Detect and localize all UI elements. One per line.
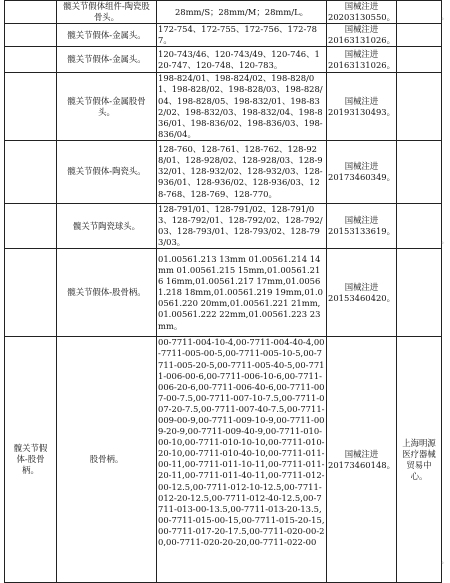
cert-cell: 国械注进 20163131026。 [328,24,395,46]
category-cell [5,1,57,24]
spec-cell: 172-754、172-755、172-756、172-787。 [157,24,327,47]
spec-cell: 128-791/01、128-791/02、128-791/03、128-792/01、128-792/02、128-792/03、128-793/01、128-793/02、128-793/03。 [157,203,327,248]
cert-cell: 国械注进 20173460349。 [327,140,397,203]
margin-mark: 。 [441,557,448,565]
table-row [5,203,442,248]
cert-cell: 国械注进 20153133619。 [327,203,397,248]
product-name-cell: 股骨柄。 [57,337,157,583]
cert-cell: 国械注进 20203130550。 [328,1,395,23]
category-cell [5,73,57,141]
category-cell [5,47,57,73]
table-row [5,249,442,337]
vendor-cell [397,203,442,248]
category-cell [5,140,57,203]
group-category-cell: 髋关节假体-股骨柄。 [5,337,57,583]
spec-cell: 28mm/S；28mm/M；28mm/L。 [157,1,327,24]
cert-cell: 国械注进 20173460148。 [327,337,397,583]
product-name-cell: 髋关节陶瓷球头。 [57,203,157,248]
table-row [5,337,442,583]
spec-cell: 120-743/46、120-743/49、120-746、120-747、120-748、120-783。 [157,47,327,73]
margin-mark: 。 [441,13,448,21]
spec-cell: 00-7711-004-10-4,00-7711-004-40-4,00-7711-005-00-5,00-7711-005-10-5,00-7711-005-20-5,00-7711-005-40-5,00-7711-006-00-6,00-7711-006-10-6,00-7711-006-20-6,00-7711-006-40-6,00-7711-007-00-7.5,00-7711-007-10-7.5,00-7711-007-20-7.5,00-7711-007-40-7.5,00-7711-009-00-9,00-7711-009-10-9,00-7711-009-20-9,00-7711-009-40-9,00-7711-010-00-10,00-7711-010-10-10,00-7711-010-20-10,00-7711-010-40-10,00-7711-011-00-11,00-7711-011-10-11,00-7711-011-20-11,00-7711-011-40-11,00-7711-012-00-12.5,00-7711-012-10-12.5,00-7711-012-20-12.5,00-7711-012-40-12.5,00-7711-013-00-13.5,00-7711-013-20-13.5,00-7711-015-00-15,00-7711-015-20-15,00-7711-017-20-17.5,00-7711-020-00-20,00-7711-020-20-20,00-7711-022-00 [157,337,327,583]
cert-cell: 国械注进 20153460420。 [327,249,397,337]
table-row [5,47,442,73]
category-cell [5,249,57,337]
product-name-cell: 髋关节假体-金属股骨头。 [57,73,157,141]
spec-cell: 198-824/01、198-824/02、198-828/01、198-828/02、198-828/03、198-828/04、198-828/05、198-832/01、198-832/02、198-832/03、198-832/04、198-836/01、198-836/02、198-836/03、198-836/04。 [157,73,327,141]
vendor-cell [397,24,442,47]
product-name-cell: 髋关节假体-股骨柄。 [57,249,157,337]
category-cell [5,24,57,47]
category-cell [5,203,57,248]
cert-cell: 国械注进 20163131026。 [327,47,397,73]
spec-cell: 128-760、128-761、128-762、128-928/01、128-928/02、128-928/03、128-932/01、128-932/02、128-932/03、128-936/01、128-936/02、128-936/03、128-768、128-769、128-770。 [157,140,327,203]
table-row [5,73,442,141]
spec-cell: 01.00561.213 13mm 01.00561.214 14mm 01.00561.215 15mm,01.00561.216 16mm,01.00561.217 17mm,01.00561.218 18mm,01.00561.219 19mm,01.00561.220 20mm,01.00561.221 21mm,01.00561.222 22mm,01.00561.223 23mm。 [157,249,327,337]
table-row [5,140,442,203]
margin-mark: 。 [441,237,448,245]
vendor-cell [397,73,442,141]
product-name-cell: 髋关节假体组件-陶瓷股骨头。 [57,1,157,24]
product-name-cell: 髋关节假体-金属头。 [57,47,157,73]
product-name-cell: 髋关节假体-金属头。 [57,24,157,47]
vendor-cell [397,249,442,337]
product-table [4,0,442,583]
vendor-cell [397,47,442,73]
cert-cell: 国械注进 20193130493。 [327,73,397,141]
vendor-cell [397,1,442,24]
vendor-cell: 上海明源医疗器械贸易中心。 [397,337,442,583]
vendor-cell [397,140,442,203]
table-row [5,1,442,24]
table-row [5,24,442,47]
product-name-cell: 髋关节假体-陶瓷头。 [57,140,157,203]
